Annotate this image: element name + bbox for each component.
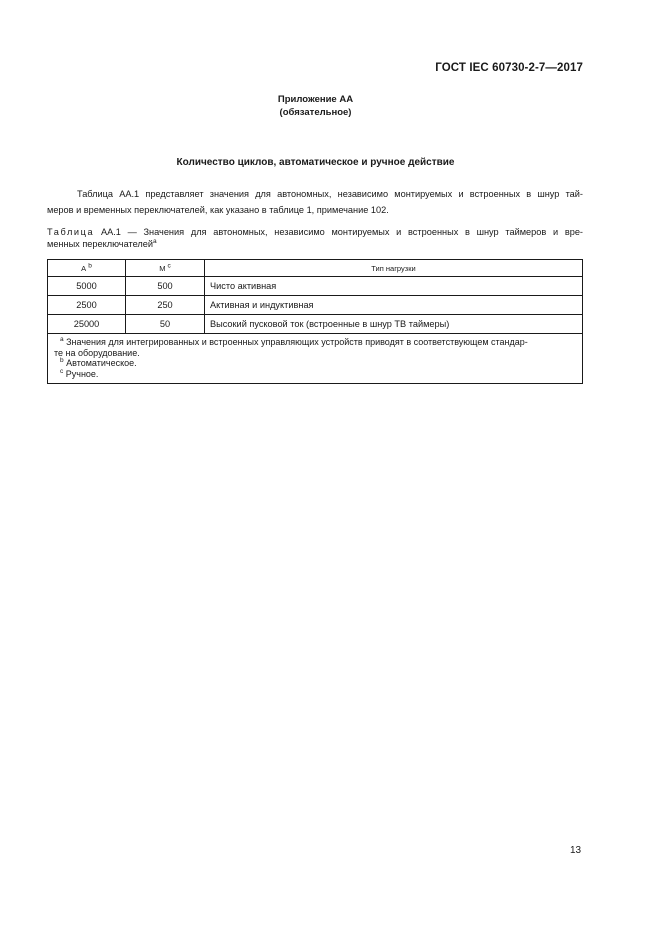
table-notes-row (48, 334, 583, 384)
cell-m: 50 (126, 315, 205, 334)
table-row (48, 277, 583, 296)
table-row (48, 315, 583, 334)
document-code: ГОСТ IEC 60730-2-7—2017 (435, 62, 583, 74)
caption-line-1 (47, 226, 583, 238)
table-row (48, 296, 583, 315)
cell-load-type: Высокий пусковой ток (встроенные в шнур ТВ таймеры) (205, 315, 583, 334)
header-cell-load-type: Тип нагрузки (205, 260, 583, 277)
intro-line-1: Таблица АА.1 представляет значения для автономных, независимо монтируемых и встроенных в шнур тай- (77, 189, 583, 199)
header-cell-m: М $^c$ (126, 260, 205, 277)
appendix-title: Приложение АА (277, 94, 354, 105)
appendix-status: (обязательное) (279, 107, 352, 118)
cycles-table (47, 259, 583, 384)
cell-m: 500 (126, 277, 205, 296)
cell-a: 5000 (48, 277, 126, 296)
header-cell-a: А $^b$ (48, 260, 126, 277)
caption-line-1-rest: АА.1 — Значения для автономных, независимо монтируемых и встроенных в шнур таймеров и вре- (94, 227, 583, 237)
caption-line-2: менных переключателей (47, 239, 154, 249)
header-m-footnote: c (167, 262, 171, 269)
caption-prefix: Таблица (47, 227, 95, 237)
intro-paragraph (47, 186, 583, 218)
intro-line-2: меров и временных переключателей, как указано в таблице 1, примечание 102. (47, 205, 389, 215)
cell-a: 2500 (48, 296, 126, 315)
footnote-a-continued: те на оборудование. (54, 347, 140, 358)
caption-footnote-marker: a (153, 237, 157, 245)
table-notes (48, 334, 583, 384)
cell-load-type: Активная и индуктивная (205, 296, 583, 315)
page-number: 13 (570, 845, 582, 856)
appendix-heading (0, 93, 631, 119)
table-caption (47, 226, 583, 250)
footnote-b: $^b$ Автоматическое. (60, 357, 137, 368)
cell-m: 250 (126, 296, 205, 315)
header-a-footnote: b (88, 262, 92, 269)
cell-a: 25000 (48, 315, 126, 334)
footnote-c: $^c$ Ручное. (60, 367, 99, 379)
table-header-row (48, 260, 583, 277)
section-title: Количество циклов, автоматическое и ручное действие (176, 157, 455, 168)
footnote-a: $^a$ Значения для интегрированных и встроенных управляющих устройств приводят в соответствующем стандар- (60, 336, 528, 347)
cell-load-type: Чисто активная (205, 277, 583, 296)
